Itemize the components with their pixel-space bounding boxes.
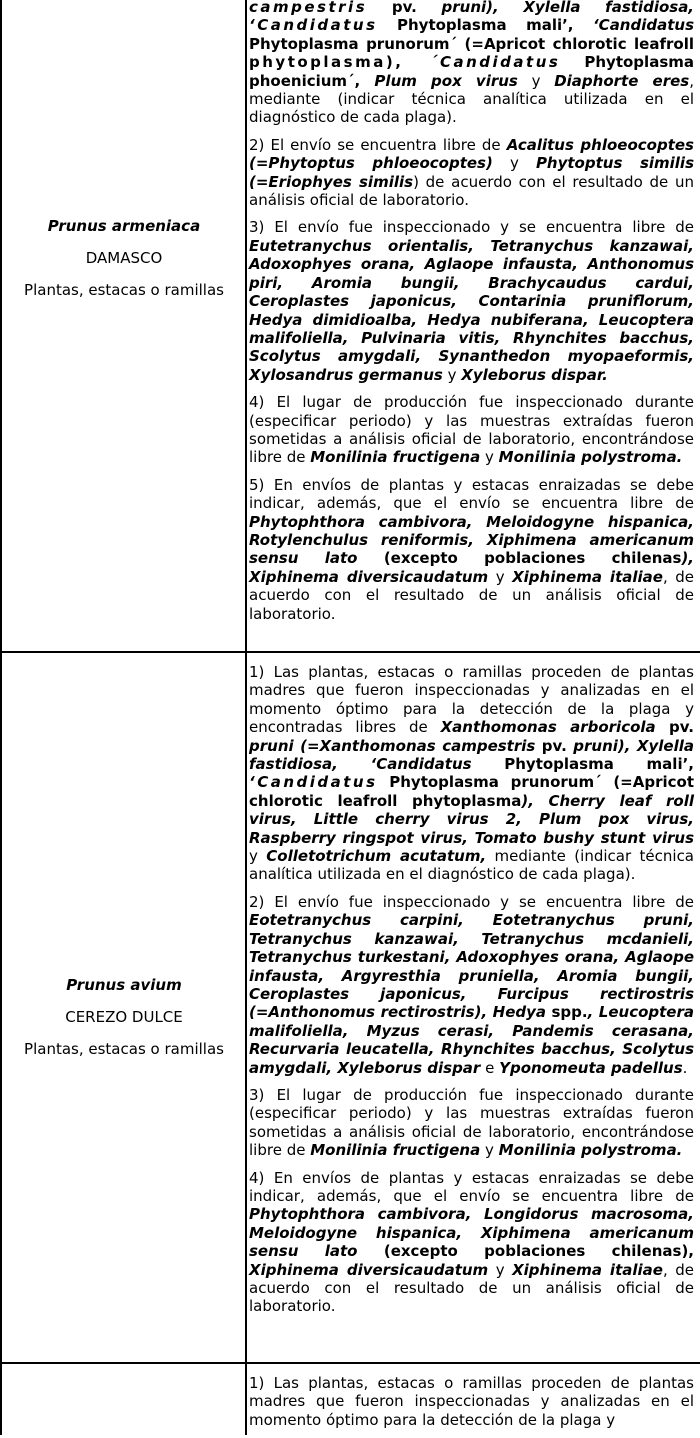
requirement-5: 5) En envíos de plantas y estacas enraizadas se debe indicar, además, que el envío se encuentra libre de Phytophthora cambivora, Meloidogyne hispanica, Rotylenchulus reniformis, Xiphimena americanum sensu lato (excepto poblaciones chilenas), Xiphinema diversicaudatum y Xiphinema italiae, de acuerdo con el resultado de un análisis oficial de laboratorio. [249, 475, 694, 623]
requirement-1: 1) Las plantas, estacas o ramillas proceden de plantas madres que fueron inspeccionadas y analizadas en el momento óptimo para la detección de la plaga y [249, 1374, 694, 1429]
table-border-left [0, 0, 2, 1435]
product-type: Plantas, estacas o ramillas [24, 1040, 224, 1058]
common-name: DAMASCO [85, 249, 163, 267]
requirement-2: 2) El envío se encuentra libre de Acalitus phloeocoptes (=Phytoptus phloeocoptes) y Phytoptus similis (=Eriophyes similis) de acuerdo con el resultado de un análisis oficial de laboratorio. [249, 135, 694, 210]
requirement-2: 2) El envío fue inspeccionado y se encuentra libre de Eotetranychus carpini, Eotetranychus pruni, Tetranychus kanzawai, Tetranychus mcdanieli, Tetranychus turkestani, Adoxophyes orana, Aglaope infausta, Argyresthia pruniella, Aromia bungii, Ceroplastes japonicus, Furcipus rectirostris (=Anthonomus rectirostris), Hedya spp., Leucoptera malifoliella, Myzus cerasi, Pandemis cerasana, Recurvaria leucatella, Rhynchites bacchus, Scolytus amygdali, Xyleborus dispar e Yponomeuta padellus. [249, 892, 694, 1077]
row-3-requirements-cell [249, 1374, 694, 1438]
common-name: CEREZO DULCE [65, 1008, 183, 1026]
row-1-requirements-cell [249, 0, 694, 632]
requirement-4: 4) En envíos de plantas y estacas enraizadas se debe indicar, además, que el envío se encuentra libre de Phytophthora cambivora, Longidorus macrosoma, Meloidogyne hispanica, Xiphimena americanum sensu lato (excepto poblaciones chilenas), Xiphinema diversicaudatum y Xiphinema italiae, de acuerdo con el resultado de un análisis oficial de laboratorio. [249, 1168, 694, 1316]
row-1-species-cell [2, 217, 246, 313]
column-divider [245, 0, 247, 1435]
row-divider [0, 651, 700, 653]
requirement-4: 4) El lugar de producción fue inspeccionado durante (especificar periodo) y las muestras extraídas fueron sometidas a análisis oficial de laboratorio, encontrándose libre de Monilinia fructigena y Monilinia polystroma. [249, 393, 694, 467]
species-name: Prunus armeniaca [47, 217, 201, 235]
requirement-1: 1) Las plantas, estacas o ramillas proceden de plantas madres que fueron inspeccionadas y analizadas en el momento óptimo para la detección de la plaga y encontradas libres de Xanthomonas arboricola pv. pruni (=Xanthomonas campestris pv. pruni), Xylella fastidiosa, ‘Candidatus Phytoplasma mali’, ‘Candidatus Phytoplasma prunorum´ (=Apricot chlorotic leafroll phytoplasma), Cherry leaf roll virus, Little cherry virus 2, Plum pox virus, Raspberry ringspot virus, Tomato bushy stunt virus y Colletotrichum acutatum, mediante (indicar técnica analítica utilizada en el diagnóstico de cada plaga). [249, 663, 695, 884]
species-name: Prunus avium [66, 976, 182, 994]
row-divider [0, 1362, 700, 1364]
requirement-3: 3) El envío fue inspeccionado y se encuentra libre de Eutetranychus orientalis, Tetranychus kanzawai, Adoxophyes orana, Aglaope infausta, Anthonomus piri, Aromia bungii, Brachycaudus cardui, Ceroplastes japonicus, Contarinia pruniflorum, Hedya dimidioalba, Hedya nubiferana, Leucoptera malifoliella, Pulvinaria vitis, Rhynchites bacchus, Scolytus amygdali, Synanthedon myopaeformis, Xylosandrus germanus y Xyleborus dispar. [249, 218, 694, 384]
requirement-3: 3) El lugar de producción fue inspeccionado durante (especificar periodo) y las muestras extraídas fueron sometidas a análisis oficial de laboratorio, encontrándose libre de Monilinia fructigena y Monilinia polystroma. [249, 1085, 694, 1160]
product-type: Plantas, estacas o ramillas [24, 281, 224, 299]
row-2-species-cell [2, 976, 246, 1072]
row-2-requirements-cell [249, 663, 694, 1325]
requirement-1: campestris pv. pruni), Xylella fastidiosa, ‘Candidatus Phytoplasma mali’, ‘Candidatus Phytoplasma prunorum´ (=Apricot chlorotic leafroll phytoplasma), ´Candidatus Phytoplasma phoenicium´, Plum pox virus y Diaphorte eres, mediante (indicar técnica analítica utilizada en el diagnóstico de cada plaga). [249, 0, 695, 127]
